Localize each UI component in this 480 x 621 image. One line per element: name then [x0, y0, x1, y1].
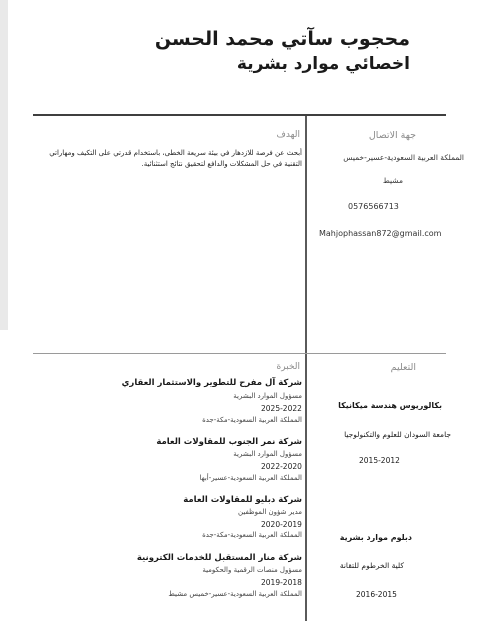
experience-years: 2025-2022 [261, 404, 302, 413]
candidate-name: محجوب سآتي محمد الحسن [154, 28, 410, 50]
experience-location: المملكة العربية السعودية-مكة-جدة [202, 416, 302, 424]
contact-address: المملكة العربية السعودية-عسير-خميس [343, 153, 464, 162]
experience-years: 2019-2018 [261, 578, 302, 587]
contact-city: مشيط [382, 176, 403, 185]
experience-location: المملكة العربية السعودية-مكة-جدة [202, 531, 302, 539]
experience-role: مدير شؤون الموظفين [238, 508, 302, 516]
contact-phone: 0576566713 [348, 202, 399, 211]
experience-role: مسؤول الموارد البشرية [233, 392, 302, 400]
page-left-edge [0, 0, 8, 330]
experience-company: شركة منار المستقبل للخدمات الكترونية [136, 553, 302, 563]
education-school: جامعة السودان للعلوم والتكنولوجيا [344, 430, 451, 439]
education-degree: دبلوم موارد بشرية [339, 533, 412, 542]
experience-years: 2020-2019 [261, 520, 302, 529]
header-divider [33, 114, 446, 116]
contact-email: Mahjophassan872@gmail.com [319, 229, 442, 238]
section-divider [33, 353, 446, 354]
experience-company: شركة آل مفرح للتطوير والاستثمار العقاري [121, 378, 302, 388]
experience-role: مسؤول منصات الرقمية والحكومية [202, 566, 302, 574]
profile-text: أبحث عن فرصة للازدهار في بيئة سريعة الخطى، باستخدام قدرتي على التكيف ومهاراتي التقنية في حل المشكلات والدافع لتحقيق نتائج استثنائية. [49, 149, 302, 168]
profile-title: الهدف [276, 130, 300, 140]
column-divider [305, 116, 307, 621]
education-school: كلية الخرطوم للتقانة [339, 561, 404, 570]
education-title: التعليم [390, 362, 416, 373]
education-years: 2016-2015 [356, 590, 397, 599]
experience-title: الخبرة [276, 362, 300, 372]
experience-company: شركة دبليو للمقاولات العامة [183, 495, 302, 505]
experience-location: المملكة العربية السعودية-عسير-خميس مشيط [168, 590, 302, 598]
education-years: 2015-2012 [359, 456, 400, 465]
job-title: اخصائي موارد بشرية [236, 54, 410, 74]
experience-company: شركة نمر الجنوب للمقاولات العامة [156, 437, 302, 447]
experience-role: مسؤول الموارد البشرية [233, 450, 302, 458]
contact-title: جهة الاتصال [368, 130, 416, 141]
experience-location: المملكة العربية السعودية-عسير-أبها [199, 474, 302, 482]
education-degree: بكالوريوس هندسة ميكانيكا [338, 401, 442, 410]
experience-years: 2022-2020 [261, 462, 302, 471]
